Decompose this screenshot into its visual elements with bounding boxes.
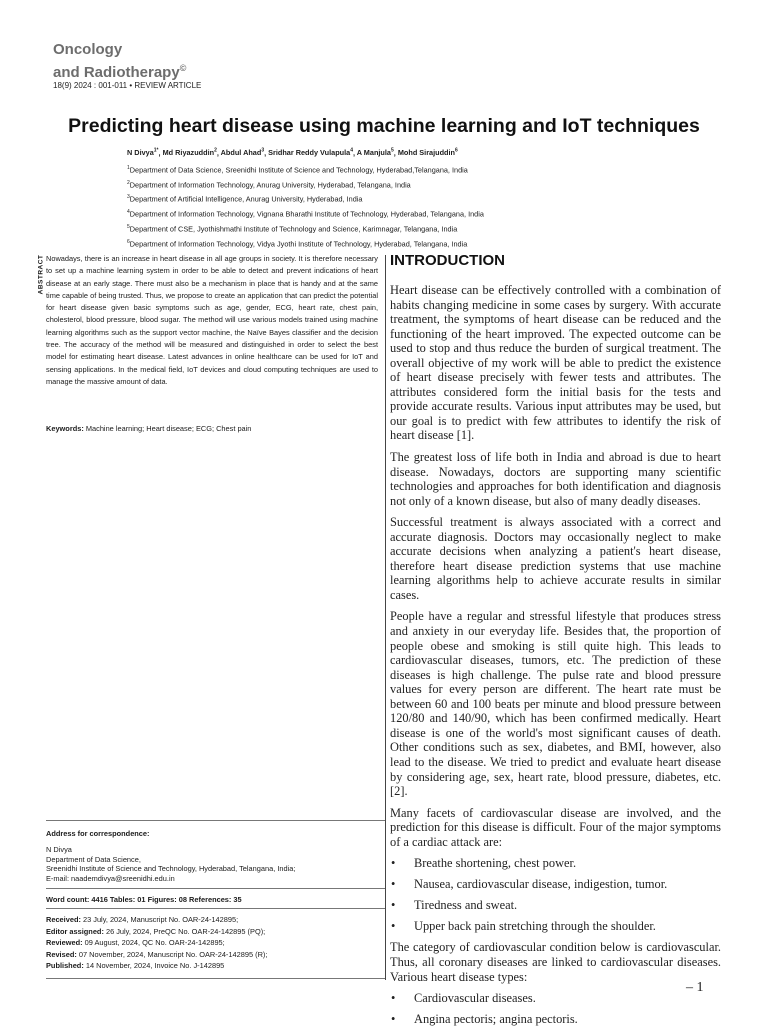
paragraph: Successful treatment is always associated with a correct and accurate diagnosis. Doctors may occasionally neglect to make accurate decisions when analyzing a patient's heart disease, therefore heart disease prediction systems that use machine learning algorithms help to achieve accurate results in similar cases.	[390, 515, 721, 602]
affiliation	[127, 236, 484, 251]
correspondence-heading: Address for correspondence:	[46, 829, 150, 838]
date-label: Revised:	[46, 949, 77, 959]
bullet-icon: •	[391, 1012, 396, 1027]
correspondence-line: Department of Data Science,	[46, 854, 141, 864]
correspondence-line: N Divya	[46, 845, 72, 854]
affiliation-text: Department of Data Science, Sreenidhi Institute of Science and Technology, Hyderabad,Telangana, India	[129, 165, 468, 175]
affiliation-mark: 2	[127, 179, 130, 186]
affiliation	[127, 162, 484, 177]
journal-logo	[53, 41, 186, 82]
date-label: Reviewed:	[46, 938, 83, 948]
affiliation	[127, 221, 484, 236]
list-item	[390, 919, 721, 934]
author-name: Mohd Sirajuddin$^6$	[397, 148, 458, 158]
bullet-icon: •	[391, 877, 396, 892]
author-affil-mark: 3	[261, 148, 265, 154]
author-name: Abdul Ahad$^3$	[220, 148, 265, 158]
disease-type-list	[390, 991, 721, 1027]
list-item	[390, 1012, 721, 1027]
date-label: Published:	[46, 961, 84, 971]
paragraph: Heart disease can be effectively controlled with a combination of habits changing medicine in some cases by surgery. With accurate treatment, the symptoms of heart disease can be reduced and the functioning of the heart improved. The expected outcome can be used to stop and thus reduce the burden of surgical treatment. The overall objective of my work will be able to predict the existence of heart disease precisely with fewer tests and attributes. The attributes considered form the initial basis for the tests and provide accurate results. Various input attributes may be used, but our goal is to predict with few attributes to identify the risk of heart disease [1].	[390, 283, 721, 443]
author-affil-mark: 5	[390, 148, 394, 154]
section-heading: INTRODUCTION	[390, 252, 505, 269]
affiliation-mark: 3	[127, 194, 130, 201]
symptom-list	[390, 856, 721, 934]
affiliation-text: Department of Information Technology, Vidya Jyothi Institute of Technology, Hyderabad, Telangana, India	[129, 239, 468, 249]
correspondence-line: Sreenidhi Institute of Science and Technology, Hyderabad, Telangana, India;	[46, 864, 296, 874]
correspondence-email: E-mail: naademdivya@sreenidhi.edu.in	[46, 873, 175, 883]
correspondence-box	[46, 820, 385, 883]
date-row	[46, 949, 385, 961]
list-item-text: Tiredness and sweat.	[414, 898, 518, 913]
affiliation-list	[127, 162, 484, 250]
list-item-text: Cardiovascular diseases.	[414, 991, 536, 1006]
affiliation-mark: 4	[127, 209, 130, 216]
paragraph: The greatest loss of life both in India and abroad is due to heart disease. Nowadays, doctors are supporting many scientific technologies and approaches for both identification and diagnosis not only of a known disease, but also of many deadly diseases.	[390, 450, 721, 508]
affiliation-mark: 5	[127, 223, 130, 230]
list-item	[390, 856, 721, 871]
date-label: Editor assigned:	[46, 926, 104, 936]
affiliation-text: Department of Artificial Intelligence, Anurag University, Hyderabad, India	[129, 194, 363, 204]
date-text: 23 July, 2024, Manuscript No. OAR-24-142895;	[80, 915, 239, 924]
manuscript-dates	[46, 908, 385, 972]
bullet-icon: •	[391, 919, 396, 934]
author-name: N Divya$^{1*}$	[127, 148, 159, 158]
author-affil-mark: 2	[214, 148, 217, 154]
list-item	[390, 898, 721, 913]
article-title: Predicting heart disease using machine learning and IoT techniques	[68, 115, 700, 137]
abstract-label: ABSTRACT	[37, 254, 45, 295]
date-text: 26 July, 2024, PreQC No. OAR-24-142895 (PQ);	[103, 926, 266, 936]
column-divider	[385, 255, 386, 980]
list-item-text: Nausea, cardiovascular disease, indigestion, tumor.	[414, 877, 668, 892]
affiliation	[127, 177, 484, 192]
list-item	[390, 991, 721, 1006]
author-name: Sridhar Reddy Vulapula$^4$	[268, 148, 353, 158]
journal-name-line2: and Radiotherapy©	[53, 63, 187, 81]
date-label: Received:	[46, 915, 81, 924]
affiliation-text: Department of Information Technology, Anurag University, Hyderabad, Telangana, India	[129, 180, 411, 190]
paragraph: Many facets of cardiovascular disease are involved, and the prediction for this disease is difficult. Four of the major symptoms of a cardiac attack are:	[390, 805, 721, 849]
author-affil-mark: 1*	[153, 148, 159, 154]
bullet-icon: •	[391, 898, 396, 913]
author-list: N Divya$^{1*}$, Md Riyazuddin$^2$, Abdul Ahad$^3$, Sridhar Reddy Vulapula$^4$, A Manjula$^5$, Mohd Sirajuddin$^6$	[127, 148, 458, 158]
date-row	[46, 914, 385, 926]
date-row	[46, 926, 385, 938]
paragraph: People have a regular and stressful lifestyle that produces stress and anxiety in our everyday life. Besides that, the proportion of people obese and smoking is still quite high. This leads to cardiovascular diseases, tumors, etc. The prediction of these diseases is high challenge. The pulse rate and blood pressure values for every person are different. The heart rate must be between 60 and 100 beats per minute and blood pressure between 120/80 and 140/90, which has been confirmed medically. Heart disease is one of the world's most significant causes of death. Other conditions such as sex, diabetes, and BMI, however, also lead to the disease. We tried to predict and evaluate heart disease by considering age, sex, heart rate, blood pressure, diabetes, etc. [2].	[390, 609, 721, 799]
issue-line: 18(9) 2024 : 001-011 • REVIEW ARTICLE	[53, 81, 202, 90]
introduction-body	[390, 283, 721, 1033]
divider	[46, 978, 385, 979]
journal-name-line1: Oncology	[53, 41, 123, 58]
affiliation-mark: 1	[127, 165, 130, 171]
list-item-text: Upper back pain stretching through the shoulder.	[414, 919, 656, 934]
affiliation-text: Department of Information Technology, Vignana Bharathi Institute of Technology, Hyderabad, Telangana, India	[129, 209, 484, 219]
author-name: A Manjula$^5$	[356, 148, 394, 158]
copyright-mark: ©	[179, 63, 187, 73]
affiliation	[127, 206, 484, 221]
date-row	[46, 937, 385, 949]
keywords	[46, 424, 378, 433]
author-name: Md Riyazuddin$^2$	[162, 148, 217, 158]
bullet-icon: •	[391, 856, 396, 871]
list-item	[390, 877, 721, 892]
affiliation	[127, 191, 484, 206]
page-number: – 1	[686, 980, 704, 995]
author-affil-mark: 6	[454, 148, 458, 154]
paragraph: The category of cardiovascular condition below is cardiovascular. Thus, all coronary diseases are linked to cardiovascular diseases. Various heart disease types:	[390, 940, 721, 984]
date-text: 07 November, 2024, Manuscript No. OAR-24-142895 (R);	[76, 949, 268, 959]
word-count: Word count: 4416 Tables: 01 Figures: 08 References: 35	[46, 888, 385, 904]
abstract-text: Nowadays, there is an increase in heart disease in all age groups in society. It is therefore necessary to set up a machine learning system in order to be able to detect and prevent indications of heart disease at an early stage. There must also be a mechanism in place that is handy and at the same time capable of being trusted. Thus, we propose to create an application that can predict the potential for heart disease given basic symptoms such as age, gender, ECG, heart rate, chest pain, cholesterol, blood pressure, blood sugar. The method will use various models trained using machine learning algorithms such as the support vector machine, the Naïve Bayes classifier and the decision tree. The accuracy of the method will be measured and distinguished in order to select the best model for estimating heart disease. Latest advances in online healthcare can be used for IoT and sensing applications. In the medical field, IoT devices and cloud computing techniques are used to manage the massive amount of data.	[46, 254, 378, 386]
date-text: 09 August, 2024, QC No. OAR-24-142895;	[82, 938, 225, 948]
keywords-label: Keywords:	[46, 424, 84, 433]
bullet-icon: •	[391, 991, 396, 1006]
list-item-text: Angina pectoris; angina pectoris.	[414, 1012, 578, 1027]
affiliation-text: Department of CSE, Jyothishmathi Institute of Technology and Science, Karimnagar, Telangana, India	[129, 224, 458, 234]
date-row	[46, 960, 385, 972]
date-text: 14 November, 2024, Invoice No. J-142895	[83, 961, 225, 971]
keywords-text: Machine learning; Heart disease; ECG; Chest pain	[85, 424, 252, 433]
affiliation-mark: 6	[127, 238, 130, 245]
author-affil-mark: 4	[350, 148, 353, 154]
list-item-text: Breathe shortening, chest power.	[414, 856, 577, 871]
